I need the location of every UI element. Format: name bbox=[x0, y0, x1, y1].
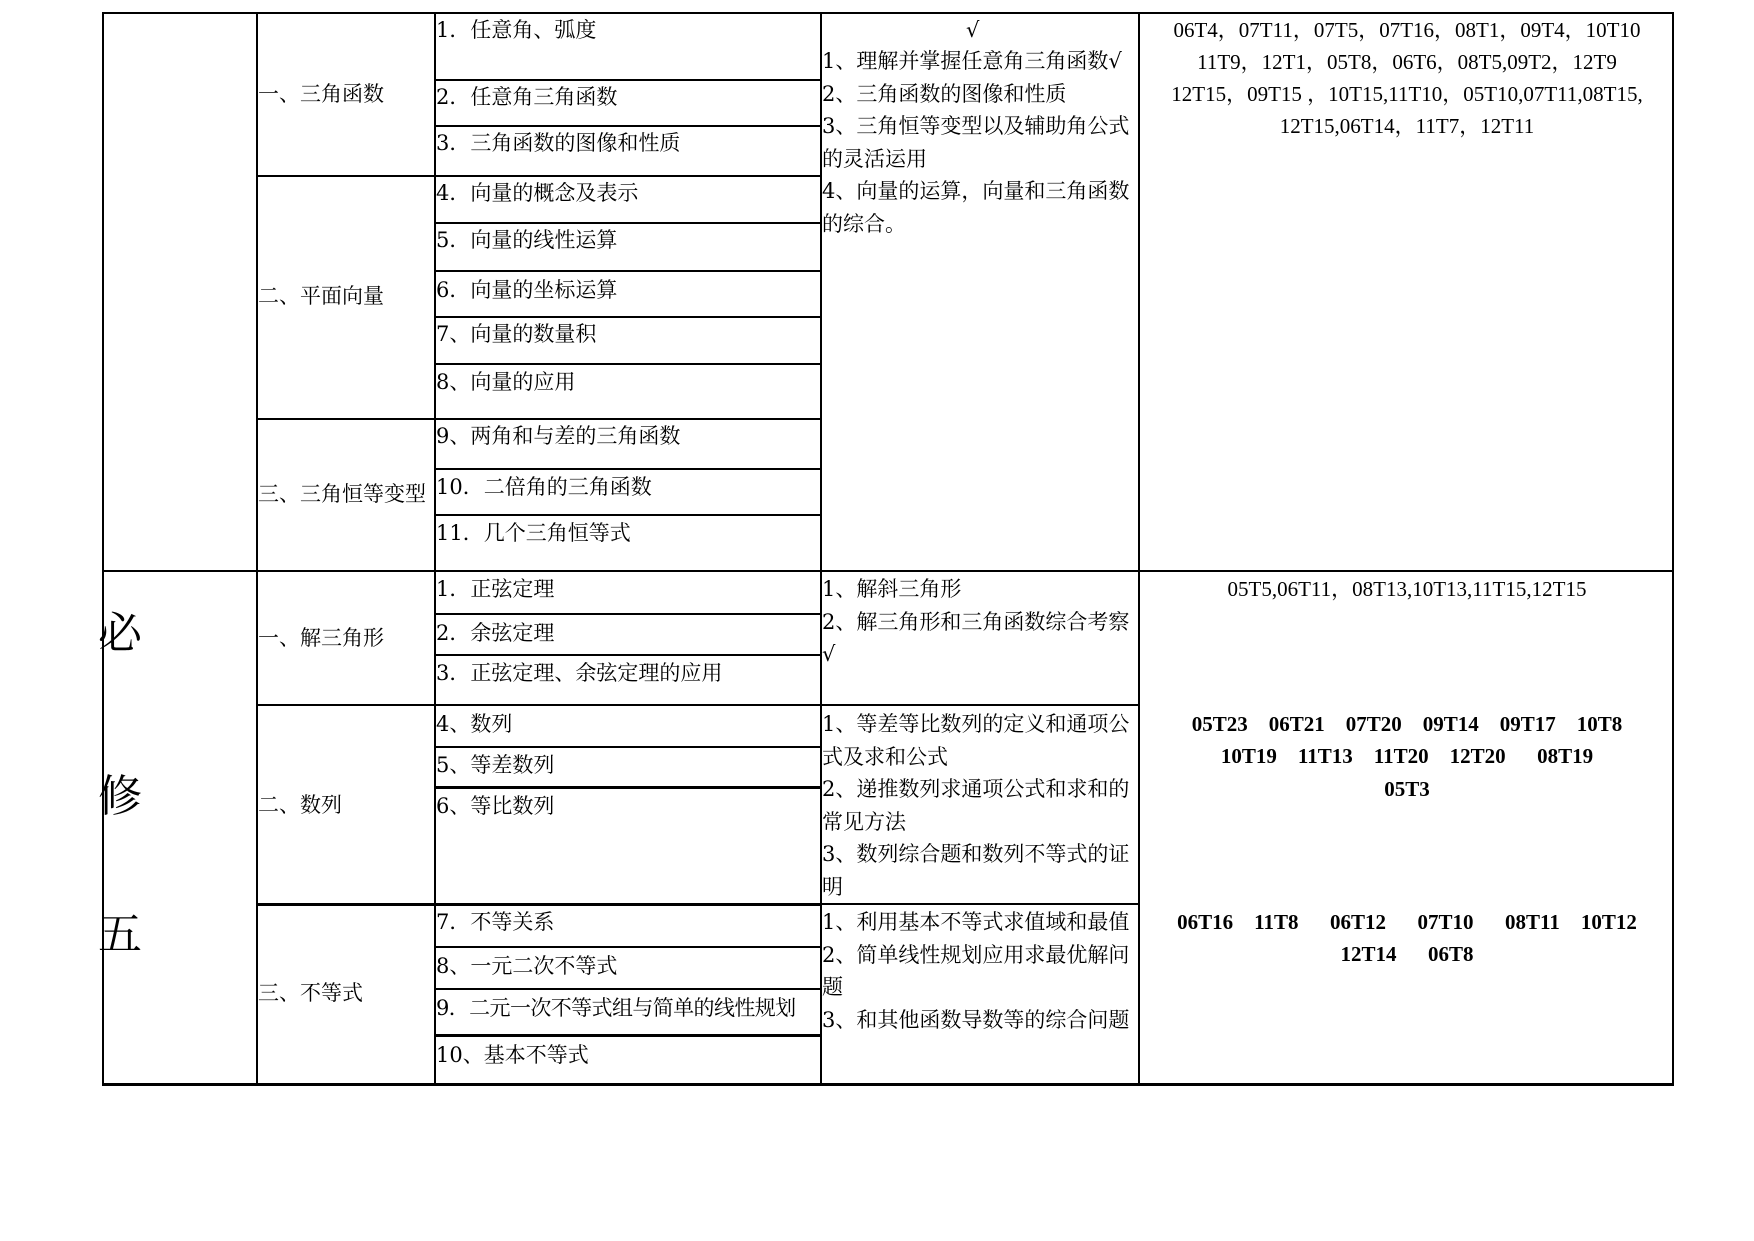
list-item: 6、等比数列 bbox=[436, 794, 555, 818]
exam-ref-line: 05T3 bbox=[1384, 777, 1430, 801]
list-item: 8、一元二次不等式 bbox=[436, 954, 618, 978]
requirement-mark: √ bbox=[966, 18, 980, 42]
group-label-char: 五 bbox=[98, 909, 142, 960]
section-title: 二、平面向量 bbox=[258, 284, 384, 308]
section-title: 三、不等式 bbox=[258, 981, 363, 1005]
item-sep bbox=[434, 613, 822, 615]
exam-ref-line: 06T16 11T8 06T12 07T10 08T11 10T12 bbox=[1177, 910, 1637, 934]
table-border-bottom bbox=[102, 1083, 1674, 1086]
list-item: 4、数列 bbox=[436, 712, 513, 736]
list-item: 5．向量的线性运算 bbox=[436, 228, 618, 252]
exam-ref-line: 12T15,06T14，11T7，12T11 bbox=[1279, 114, 1535, 138]
item-sep bbox=[434, 946, 822, 948]
req-sep-1 bbox=[820, 704, 1140, 706]
exam-ref-line: 05T23 06T21 07T20 09T14 09T17 10T8 bbox=[1191, 712, 1623, 736]
list-item: 9．二元一次不等式组与简单的线性规划 bbox=[436, 996, 796, 1020]
exam-ref-line: 06T4，07T11，07T5，07T16，08T1，09T4，10T10 bbox=[1173, 18, 1641, 42]
exam-ref-line: 12T15，09T15 ，10T15,11T10，05T10,07T11,08T15, bbox=[1171, 82, 1643, 106]
list-item: 9、两角和与差的三角函数 bbox=[436, 424, 681, 448]
item-sep bbox=[434, 1034, 822, 1037]
list-item: 3．正弦定理、余弦定理的应用 bbox=[436, 661, 723, 685]
item-sep bbox=[434, 514, 822, 516]
section-title: 三、三角恒等变型 bbox=[258, 482, 426, 506]
list-item: 4．向量的概念及表示 bbox=[436, 181, 639, 205]
exam-ref-line: 11T9，12T1，05T8，06T6，08T5,09T2，12T9 bbox=[1197, 50, 1617, 74]
exam-ref-line: 10T19 11T13 11T20 12T20 08T19 bbox=[1220, 744, 1594, 768]
list-item: 2．任意角三角函数 bbox=[436, 85, 618, 109]
exam-ref-line: 05T5,06T11，08T13,10T13,11T15,12T15 bbox=[1227, 577, 1587, 601]
req-sep-2 bbox=[820, 903, 1140, 905]
list-item: 10．二倍角的三角函数 bbox=[436, 475, 652, 499]
list-item: 1．正弦定理 bbox=[436, 577, 555, 601]
item-sep bbox=[434, 746, 822, 748]
item-sep bbox=[434, 786, 822, 789]
exam-ref-line: 12T14 06T8 bbox=[1340, 942, 1474, 966]
section-title: 一、三角函数 bbox=[258, 82, 384, 106]
requirements-text: 1、等差等比数列的定义和通项公式及求和公式 2、递推数列求通项公式和求和的常见方法 3、数列综合题和数列不等式的证明 bbox=[822, 712, 1130, 899]
list-item: 3．三角函数的图像和性质 bbox=[436, 131, 681, 155]
list-item: 2．余弦定理 bbox=[436, 621, 555, 645]
item-sep bbox=[434, 654, 822, 656]
list-item: 5、等差数列 bbox=[436, 753, 555, 777]
section-title: 二、数列 bbox=[258, 793, 342, 817]
section-title: 一、解三角形 bbox=[258, 626, 384, 650]
item-sep bbox=[434, 468, 822, 470]
item-sep bbox=[434, 270, 822, 272]
list-item: 7、向量的数量积 bbox=[436, 322, 597, 346]
group-label-char: 修 bbox=[98, 771, 142, 822]
section-sep-3 bbox=[256, 704, 822, 706]
group-separator bbox=[102, 570, 1674, 572]
item-sep bbox=[434, 363, 822, 365]
group-label-char: 必 bbox=[98, 608, 142, 659]
requirements-text: 1、利用基本不等式求值域和最值 2、简单线性规划应用求最优解问题 3、和其他函数导数等的综合问题 bbox=[822, 910, 1130, 1032]
list-item: 11．几个三角恒等式 bbox=[436, 521, 631, 545]
col-line-2 bbox=[256, 12, 258, 1086]
item-sep bbox=[434, 988, 822, 990]
list-item: 6．向量的坐标运算 bbox=[436, 278, 618, 302]
requirements-text: 1、解斜三角形 2、解三角形和三角函数综合考察√ bbox=[822, 577, 1130, 666]
requirements-text: 1、理解并掌握任意角三角函数√ 2、三角函数的图像和性质 3、三角恒等变型以及辅助角公式的灵活运用 4、向量的运算，向量和三角函数的综合。 bbox=[822, 49, 1130, 236]
list-item: 1．任意角、弧度 bbox=[436, 18, 597, 42]
list-item: 7．不等关系 bbox=[436, 910, 555, 934]
list-item: 8、向量的应用 bbox=[436, 370, 576, 394]
list-item: 10、基本不等式 bbox=[436, 1043, 589, 1067]
